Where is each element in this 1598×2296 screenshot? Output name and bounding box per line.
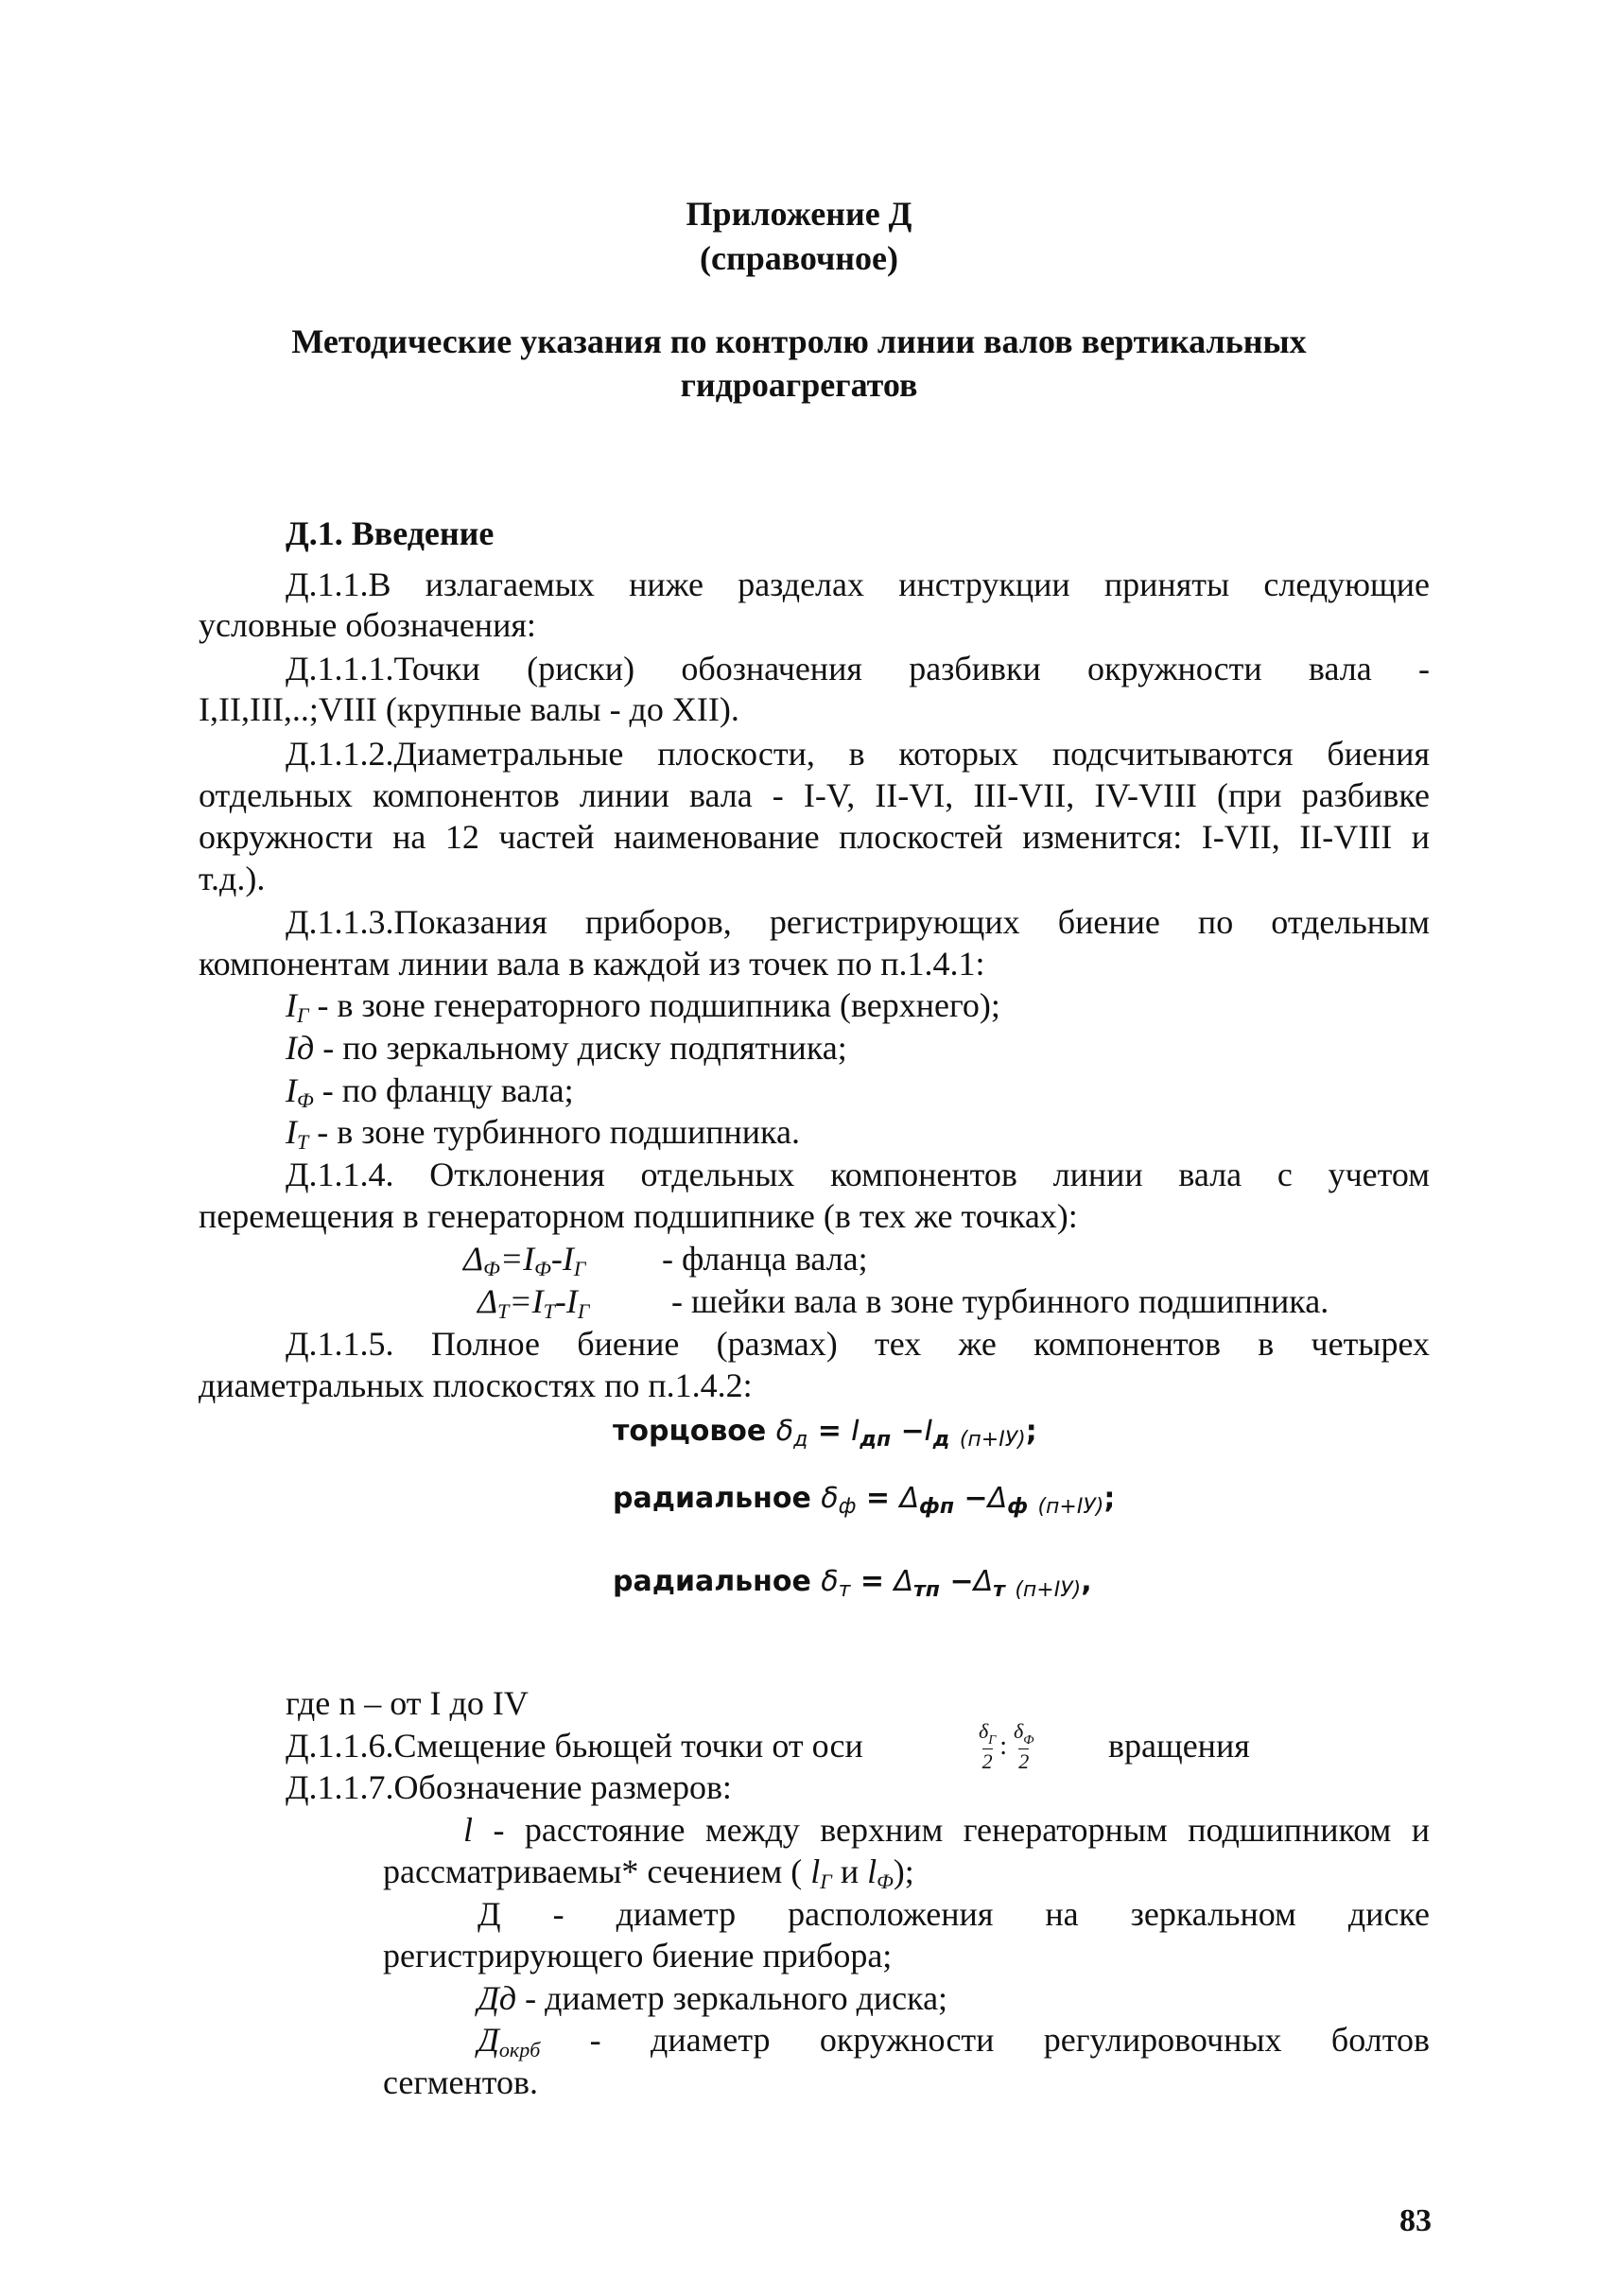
p1116-end: вращения [1108,1727,1250,1765]
formula-runout-face: торцовое $\delta_д = I_{дп} -I_д$ $_{(п+IУ)}$; [613,1415,1037,1452]
dimension-Dd: Дд - диаметр зеркального диска; [478,1979,948,2017]
p1112-line4: т.д.). [199,860,266,897]
formula-offset-fractions: $\frac{\delta_Г}{2}$ : $\frac{\delta_Ф}{2}$ [979,1719,1034,1773]
dimension-Dokr-line2: сегментов. [383,2063,538,2101]
p1111-line2: I,II,III,..;VIII (крупные валы - до XII). [199,690,739,728]
page-number: 83 [1399,2203,1432,2238]
p111-line1: Д.1.1.В излагаемых ниже разделах инструкции приняты следующие [286,565,1430,603]
symbol-item-turbine: $I_Т$ - в зоне турбинного подшипника. [286,1113,800,1154]
dimension-D-line1: Д - диаметр расположения на зеркальном диске [478,1895,1430,1933]
p1114-line1: Д.1.1.4. Отклонения отдельных компонентов линии вала с учетом [286,1156,1430,1193]
formula-turbine-deviation: $\Delta_Т=I_Т-I_Г$ [478,1282,590,1323]
dimension-Dokr-line1: $Д_{окрб}$ - диаметр окружности регулировочных болтов [478,2021,1430,2061]
appendix-title: Приложение Д [686,195,912,233]
p1111-line1: Д.1.1.1.Точки (риски) обозначения разбивки окружности вала - [286,650,1430,687]
formula-runout-flange: радиальное $\delta_ф = \Delta_{фп} -\Delta_ф$ $_{(п+IУ)}$; [613,1482,1116,1519]
p1113-line2: компонентам линии вала в каждой из точек по п.1.4.1: [199,945,985,983]
p1112-line1: Д.1.1.2.Диаметральные плоскости, в которых подсчитываются биения [286,735,1430,773]
symbol-item-flange: $I_Ф$ - по фланцу вала; [286,1071,574,1112]
p111-line2: условные обозначения: [199,606,536,644]
formula-flange-label: - фланца вала; [662,1240,868,1278]
section-heading: Д.1. Введение [286,514,495,552]
p1113-line1: Д.1.1.3.Показания приборов, регистрирующих биение по отдельным [286,903,1430,941]
where-note: где n – от I до IV [286,1684,529,1722]
formula-runout-turbine: радиальное $\delta_т = \Delta_{тп} -\Delta_т$ $_{(п+IУ)}$, [613,1565,1092,1602]
formula-turbine-label: - шейки вала в зоне турбинного подшипника. [671,1282,1329,1320]
symbol-item-mirror-disk: Iд - по зеркальному диску подпятника; [286,1029,847,1067]
p1112-line3: окружности на 12 частей наименование плоскостей изменится: I-VII, II-VIII и [199,818,1430,856]
appendix-heading-line1: Методические указания по контролю линии валов вертикальных [291,322,1307,360]
dimension-l-line1: l - расстояние между верхним генераторным подшипником и [463,1811,1430,1849]
symbol-item-generator: $I_Г$ - в зоне генераторного подшипника (верхнего); [286,986,1000,1027]
dimension-l-line2: рассматриваемы* сечением ( $l_Г$ и $l_Ф$); [383,1852,914,1893]
appendix-heading-line2: гидроагрегатов [680,366,918,404]
p1115-line1: Д.1.1.5. Полное биение (размах) тех же компонентов в четырех [286,1325,1430,1363]
appendix-type: (справочное) [699,239,898,277]
p1115-line2: диаметральных плоскостях по п.1.4.2: [199,1366,753,1404]
p1116-text: Д.1.1.6.Смещение бьющей точки от оси [286,1727,863,1765]
dimension-D-line2: регистрирующего биение прибора; [383,1937,893,1974]
p1114-line2: перемещения в генераторном подшипнике (в тех же точках): [199,1197,1078,1235]
formula-flange-deviation: $\Delta_Ф=I_Ф-I_Г$ [463,1240,586,1280]
p1117-title: Д.1.1.7.Обозначение размеров: [286,1768,732,1806]
p1112-line2: отдельных компонентов линии вала - I-V, II-VI, III-VII, IV-VIII (при разбивке [199,776,1430,814]
